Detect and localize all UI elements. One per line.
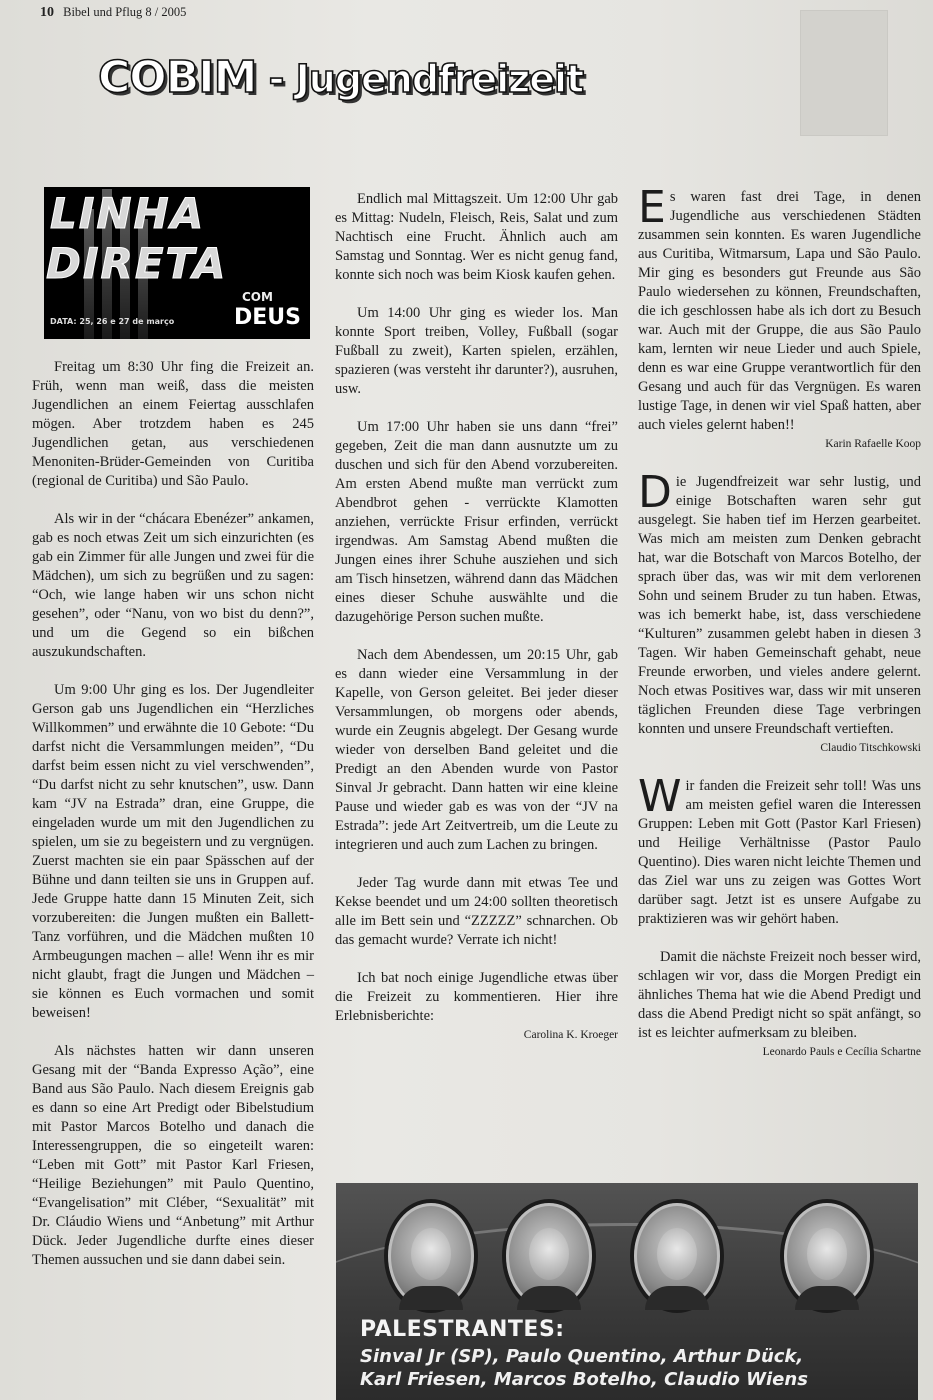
speaker-portrait: [388, 1203, 474, 1309]
paragraph: Als wir in der “chácara Ebenézer” ankamen, gab es noch etwas Zeit um sich einzurichten (es gab ein Zimmer für alle Jungen und zwei für die Mädchen), um sich zu begrüßen und zu sagen: “Och, wie lange haben wir uns schon nicht gesehen”, oder “Nanu, von wo bist du denn?”, und um die Gegend so ein bißchen auszukundschaften.: [32, 511, 314, 660]
logo-com: COM: [242, 290, 273, 304]
paragraph: Endlich mal Mittagszeit. Um 12:00 Uhr gab es Mittag: Nudeln, Fleisch, Reis, Salat und zum Nachtisch eine Frucht. Ähnlich auch am Samstag und Sonntag. Wer es nicht genug fand, konnte sich noch was beim Kiosk kaufen gehen.: [335, 191, 618, 283]
paragraph: Ich bat noch einige Jugendliche etwas über die Freizeit zu kommentieren. Hier ihre Erlebnisberichte:: [335, 970, 618, 1024]
linha-direta-logo: [44, 187, 310, 339]
paragraph: Um 14:00 Uhr ging es wieder los. Man konnte Sport treiben, Volley, Fußball (sogar Fußball zu zweit), Karten spielen, erzählen, spazieren (was versteht ihr darunter?), ausruhen, usw.: [335, 305, 618, 397]
speaker-portrait: [506, 1203, 592, 1309]
testimonial-block: [638, 948, 921, 1062]
title-part-1: COBIM: [98, 52, 257, 103]
speakers-line-1: Sinval Jr (SP), Paulo Quentino, Arthur Dück,: [360, 1346, 804, 1367]
paragraph: Nach dem Abendessen, um 20:15 Uhr, gab es dann wieder eine Versammlung in der Kapelle, von Gerson geleitet. Bei jeder dieser Versammlungen, ob morgens oder abends, wurde ein Zeugnis abgelegt. Der Gesang wurde wieder von derselben Band geleitet und die Predigt an den Abenden wurde von Pastor Sinval Jr gebracht. Dann hatten wir eine kleine Pause und wieder gab es was von der “JV na Estrada”: jede Art Zeitvertreib, um die Leute zu integrieren und auch zum Lachen zu bringen.: [335, 647, 618, 853]
page-number: 10: [40, 5, 54, 20]
column-c: [638, 182, 921, 1062]
speaker-portrait: [784, 1203, 870, 1309]
paragraph: Um 17:00 Uhr haben sie uns dann “frei” gegeben, Zeit die man dann ausnutzte um zu duschen und sich für den Abend vorzubereiten. Am ersten Abend mußte man verrückt zum Abendbrot gehen - verrückte Klamotten anziehen, verrückte Frisur erfinden, verrückt irgendwas. Am Samstag Abend mußten die Jungen eines ihrer Schuhe ausziehen und sich am Tisch hinsetzen, während dann das Mädchen eines dieser Schuhe auswählte und die dazugehörige Person suchen mußte.: [335, 419, 618, 625]
testimonial-text: ie Jugendfreizeit war sehr lustig, und einige Botschaften waren sehr gut ausgelegt. Sie haben tief im Herzen gearbeitet. Was mich am meisten zum Denken gebracht hat, war die Botschaft von Marcos Botelho, der sprach über das, was wir mit dem verlorenen Sohn und seinem Bruder zu tun haben. Etwas, was ich bemerkt habe, ist, dass verschiedene “Kulturen” zusammen gelebt haben in diesen 3 Tagen. Wir haben Gemeinschaft gehabt, neue Freunde erworben, und vieles andere gelernt. Noch etwas Positives war, dass wir mit unseren täglichen Freunden diese Tage verbringen konnten und unsere Freundschaft vertieften.: [638, 474, 921, 737]
speakers-label: PALESTRANTES:: [360, 1317, 565, 1342]
speaker-portrait: [634, 1203, 720, 1309]
drop-cap: D: [638, 467, 672, 518]
facing-page-photo-ghost: [800, 10, 888, 136]
testimonial-text: s waren fast drei Tage, in denen Jugendliche aus verschiedenen Städten zusammen sein konnten. Es waren Jugendliche aus Curitiba, Witmarsum, Lapa und São Paulo. Mir ging es besonders gut Freunde aus São Paulo wiedersehen zu können, Freundschaften, die ich geschlossen habe als ich dort zu Besuch war. Auch mit der Gruppe, die aus São Paulo kam, lernten wir neue Lieder und auch Spiele, denn es war eine Gruppe verantwortlich für den Gesang und auch für das Vergnügen. Es waren lustige Tage, in denen wir viel Spaß hatten, aber auch vieles gelernt haben!!: [638, 189, 921, 433]
paragraph: Als nächstes hatten wir dann unseren Gesang mit der “Banda Expresso Ação”, eine Band aus São Paulo. Nach diesem Ereignis gab es dann so eine Art Predigt oder Bibelstudium mit Pastor Marcos Botelho und danach die Interessengruppen, die so eingeteilt waren: “Leben mit Gott” mit Pastor Karl Friesen, “Heilige Beziehungen” mit Paulo Quentino, “Evangelisation” mit Cléber, “Sexualität” mit Dr. Cláudio Wiens und “Anbetung” mit Arthur Dück. Jeder Jugendliche durfte eines dieser Themen aussuchen und sie dann dabei sein.: [32, 1043, 314, 1268]
speakers-banner: [336, 1183, 918, 1400]
testimonial-paragraph: [638, 182, 921, 435]
column-a: [32, 358, 314, 1270]
testimonial-paragraph: [638, 467, 921, 739]
title-part-2: - Jugendfreizeit: [256, 57, 584, 101]
column-b: [335, 190, 618, 1045]
testimonial-paragraph: [638, 771, 921, 929]
logo-deus: DEUS: [234, 305, 301, 330]
testimonial-signature: Claudio Titschkowski: [820, 742, 921, 754]
page-header: [40, 5, 186, 21]
testimonial-signature: Karin Rafaelle Koop: [825, 438, 921, 450]
author-signature: Carolina K. Kroeger: [523, 1029, 618, 1041]
article-title: [98, 52, 583, 103]
paragraph: Jeder Tag wurde dann mit etwas Tee und Kekse beendet und um 24:00 sollten theoretisch alle im Bett sein und “ZZZZZ” schnarchen. Ob das gemacht wurde? Verrate ich nicht!: [335, 875, 618, 948]
drop-cap: E: [638, 182, 666, 233]
logo-line-2: DIRETA: [46, 239, 228, 288]
paragraph: Um 9:00 Uhr ging es los. Der Jugendleiter Gerson gab uns Jugendlichen ein “Herzliches Willkommen” und erwähnte die 10 Gebote: “Du darfst nicht die Versammlungen meiden”, “Du darfst beim essen nicht zu viel verschwenden”, “Du darfst nicht zu sehr knutschen”, usw. Dann kam “JV na Estrada” dran, eine Gruppe, die eingeladen wurde um mit den Jugendlichen zu spielen, um sie zu begeistern und zu vergnügen. Zuerst machten sie ein paar Spässchen auf der Bühne und dann teilten sie uns in Gruppen auf. Jede Gruppe hatte dann 15 Minuten Zeit, sich vorzubereiten: die Jungen mußten ein Ballett-Tanz vorführen, und die Mädchen mußten 10 Armbeugungen machen – alle! Wenn ihr es mir nicht glaubt, fragt die Jungen und Mädchen – sie können es Euch vormachen und somit beweisen!: [32, 682, 314, 1021]
speakers-line-2: Karl Friesen, Marcos Botelho, Claudio Wiens: [360, 1369, 808, 1390]
logo-date: DATA: 25, 26 e 27 de março: [50, 317, 175, 326]
testimonial-paragraph: Damit die nächste Freizeit noch besser wird, schlagen wir vor, dass die Morgen Predigt ein ähnliches Thema hat wie die Abend Predigt und dass die Abend Predigt nicht so spät anfängt, so ist es leichter aufmerksam zu bleiben.: [638, 949, 921, 1041]
testimonial-block: [638, 771, 921, 929]
paragraph: Freitag um 8:30 Uhr fing die Freizeit an. Früh, wenn man weiß, dass die meisten Jugendlichen an einem Feiertag ausschlafen mögen. Aber trotzdem haben es 245 Jugendlichen getan, aus verschiedenen Menoniten-Brüder-Gemeinden von Curitiba (regional de Curitiba) und São Paulo.: [32, 359, 314, 489]
testimonial-block: [638, 467, 921, 758]
testimonial-text: ir fanden die Freizeit sehr toll! Was uns am meisten gefiel waren die Interessen Gruppen: Leben mit Gott (Pastor Karl Friesen) und Heilige Verhältnisse (Pastor Paulo Quentino). Dies waren nicht leichte Themen und das Ziel war uns zu zeigen was Gottes Wort darüber sagt. Jetzt ist es unsere Aufgabe zu praktizieren was wir gehört haben.: [638, 778, 921, 927]
drop-cap: W: [638, 771, 682, 822]
logo-line-1: LINHA: [50, 189, 206, 238]
testimonial-signature: Leonardo Pauls e Cecília Schartne: [762, 1046, 921, 1058]
publication-name: Bibel und Pflug 8 / 2005: [63, 5, 187, 19]
testimonial-block: [638, 182, 921, 454]
speakers-names: [360, 1345, 910, 1391]
